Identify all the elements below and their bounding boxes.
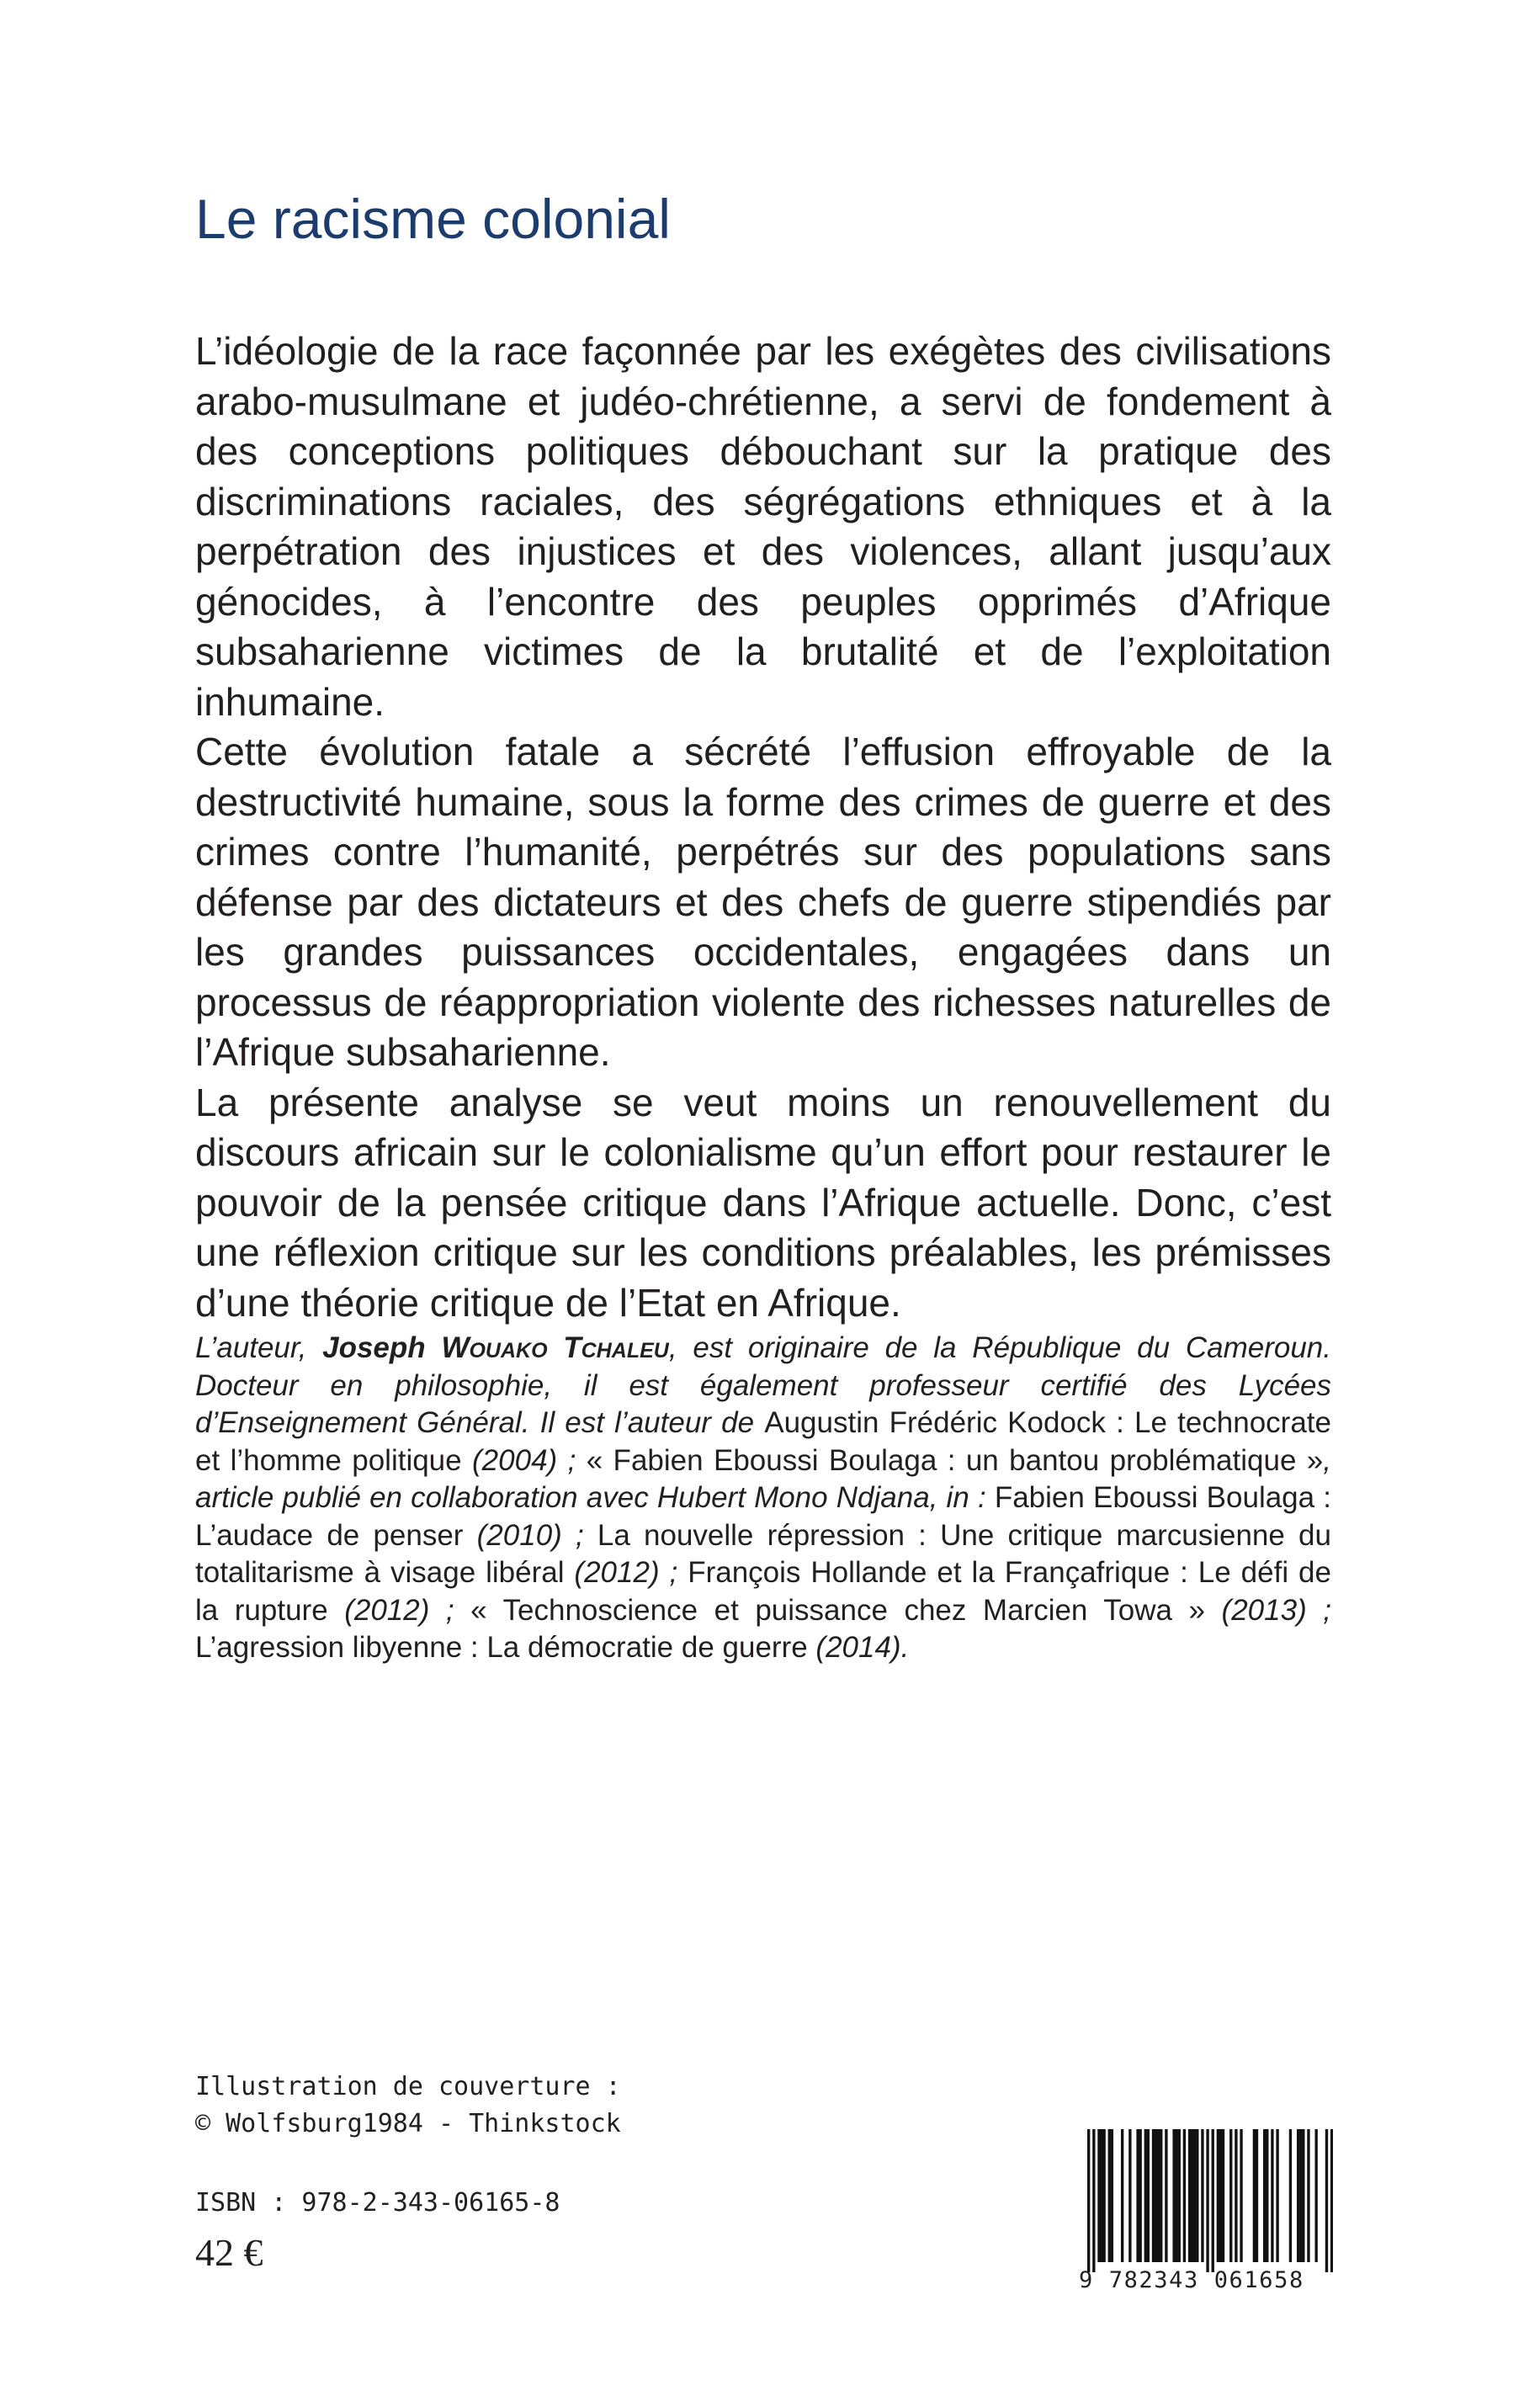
barcode-bar — [1276, 2129, 1278, 2262]
barcode-bar — [1263, 2129, 1266, 2262]
barcode-bar — [1183, 2129, 1186, 2262]
barcode-bar — [1160, 2129, 1162, 2262]
barcode-bar — [1193, 2129, 1196, 2262]
barcode-bar — [1111, 2129, 1113, 2262]
barcode-bar — [1235, 2129, 1237, 2262]
barcode-bar — [1147, 2129, 1150, 2262]
author-last-name: Wouako Tchaleu — [441, 1331, 669, 1364]
barcode-bar — [1165, 2129, 1167, 2262]
blurb-paragraph-3: La présente analyse se veut moins un renouvellement du discours africain sur le colonialisme qu’un effort pour restaurer le pouvoir de la pensée critique dans l’Afrique actuelle. Donc, c’est une réflexion critique sur les conditions préalables, les prémisses d’une théorie critique de l’Etat en Afrique. — [195, 1080, 1331, 1325]
barcode-bar — [1289, 2129, 1292, 2262]
credits-value: © Wolfsburg1984 - Thinkstock — [195, 2109, 621, 2138]
bio-text: L’auteur, — [195, 1331, 323, 1364]
barcode-bar — [1191, 2129, 1193, 2262]
barcode-bar — [1222, 2129, 1224, 2262]
book-year: (2013) ; — [1205, 1593, 1331, 1627]
back-cover-blurb — [195, 327, 1331, 1328]
barcode-bar — [1299, 2129, 1302, 2262]
barcode-bar — [1188, 2129, 1191, 2262]
barcode-bar — [1155, 2129, 1157, 2262]
barcode-bar — [1240, 2129, 1242, 2262]
price: 42 € — [195, 2231, 263, 2274]
barcode-bar — [1314, 2129, 1317, 2262]
barcode-bar — [1325, 2129, 1328, 2272]
barcode-bar — [1229, 2129, 1232, 2262]
barcode-bar — [1102, 2129, 1105, 2262]
barcode-bar — [1092, 2129, 1095, 2272]
book-year: (2012) ; — [564, 1556, 688, 1589]
barcode-digits: 9 782343 061658 — [1079, 2267, 1304, 2293]
book-reference: Augustin Frédéric Kodock : Le technocrate et l’homme politique — [195, 1406, 1331, 1477]
cover-credits — [195, 2069, 621, 2143]
barcode-bar — [1136, 2129, 1139, 2262]
barcode-bar — [1256, 2129, 1258, 2262]
book-reference: La nouvelle répression : Une critique marcusienne du totalitarisme à visage libéral — [195, 1518, 1331, 1589]
credits-label: Illustration de couverture : — [195, 2072, 621, 2101]
book-title: Le racisme colonial — [195, 188, 671, 250]
barcode-bars — [1087, 2129, 1333, 2272]
barcode-bar — [1097, 2129, 1100, 2262]
barcode-bar — [1152, 2129, 1155, 2262]
barcode-bar — [1176, 2129, 1178, 2262]
barcode-bar — [1307, 2129, 1309, 2262]
barcode-bar — [1206, 2129, 1208, 2272]
book-reference: « Fabien Eboussi Boulaga : un bantou problématique » — [586, 1443, 1324, 1477]
barcode-bar — [1121, 2129, 1123, 2262]
barcode-bar — [1266, 2129, 1268, 2262]
barcode-bar — [1302, 2129, 1304, 2262]
author-first-name: Joseph — [322, 1331, 442, 1364]
barcode-bar — [1253, 2129, 1256, 2262]
book-year: (2012) ; — [327, 1593, 471, 1627]
book-reference: François Hollande et la Françafrique : Le défi de la rupture — [195, 1556, 1331, 1627]
barcode-bar — [1330, 2129, 1333, 2272]
barcode-bar — [1128, 2129, 1131, 2262]
barcode-bar — [1087, 2129, 1090, 2272]
book-year: (2014). — [807, 1631, 910, 1664]
blurb-paragraph-2: Cette évolution fatale a sécrété l’effusion effroyable de la destructivité humaine, sous la forme des crimes de guerre et des crimes contre l’humanité, perpétrés sur des populations sans défense par des dictateurs et des chefs de guerre stipendiés par les grandes puissances occidentales, engagées dans un processus de réappropriation violente des richesses naturelles de l’Afrique subsaharienne. — [195, 730, 1331, 1074]
barcode-bar — [1172, 2129, 1175, 2262]
book-year: (2004) ; — [461, 1443, 587, 1477]
bio-text: , article publié en collaboration avec Hubert Mono Ndjana, in : — [195, 1443, 1332, 1514]
barcode-bar — [1139, 2129, 1141, 2262]
author-bio — [195, 1330, 1331, 1667]
book-reference: Fabien Eboussi Boulaga : L’audace de penser — [195, 1481, 1331, 1552]
isbn: ISBN : 978-2-343-06165-8 — [195, 2188, 560, 2218]
barcode-bar — [1196, 2129, 1198, 2262]
barcode-bar — [1201, 2129, 1203, 2262]
barcode-bar — [1100, 2129, 1102, 2262]
barcode-bar — [1219, 2129, 1222, 2262]
barcode-bar — [1144, 2129, 1147, 2262]
barcode-bar — [1157, 2129, 1160, 2262]
book-reference: L’agression libyenne : La démocratie de guerre — [195, 1631, 808, 1664]
barcode-bar — [1178, 2129, 1181, 2262]
barcode-bar — [1271, 2129, 1273, 2262]
barcode — [1087, 2129, 1333, 2272]
barcode-bar — [1212, 2129, 1214, 2272]
book-reference: « Technoscience et puissance chez Marcien Towa » — [470, 1593, 1206, 1627]
barcode-bar — [1297, 2129, 1299, 2262]
barcode-bar — [1217, 2129, 1219, 2262]
book-year: (2010) ; — [463, 1518, 597, 1552]
blurb-paragraph-1: L’idéologie de la race façonnée par les exégètes des civilisations arabo-musulmane et judéo-chrétienne, a servi de fondement à des conceptions politiques débouchant sur la pratique des discriminations raciales, des ségrégations ethniques et à la perpétration des injustices et des violences, allant jusqu’aux génocides, à l’encontre des peuples opprimés d’Afrique subsaharienne victimes de la brutalité et de l’exploitation inhumaine. — [195, 329, 1331, 724]
bio-text: , est originaire de la République du Cameroun. Docteur en philosophie, il est également professeur certifié des Lycées d’Enseignement Général. Il est l’auteur de — [195, 1331, 1331, 1439]
barcode-bar — [1108, 2129, 1111, 2262]
